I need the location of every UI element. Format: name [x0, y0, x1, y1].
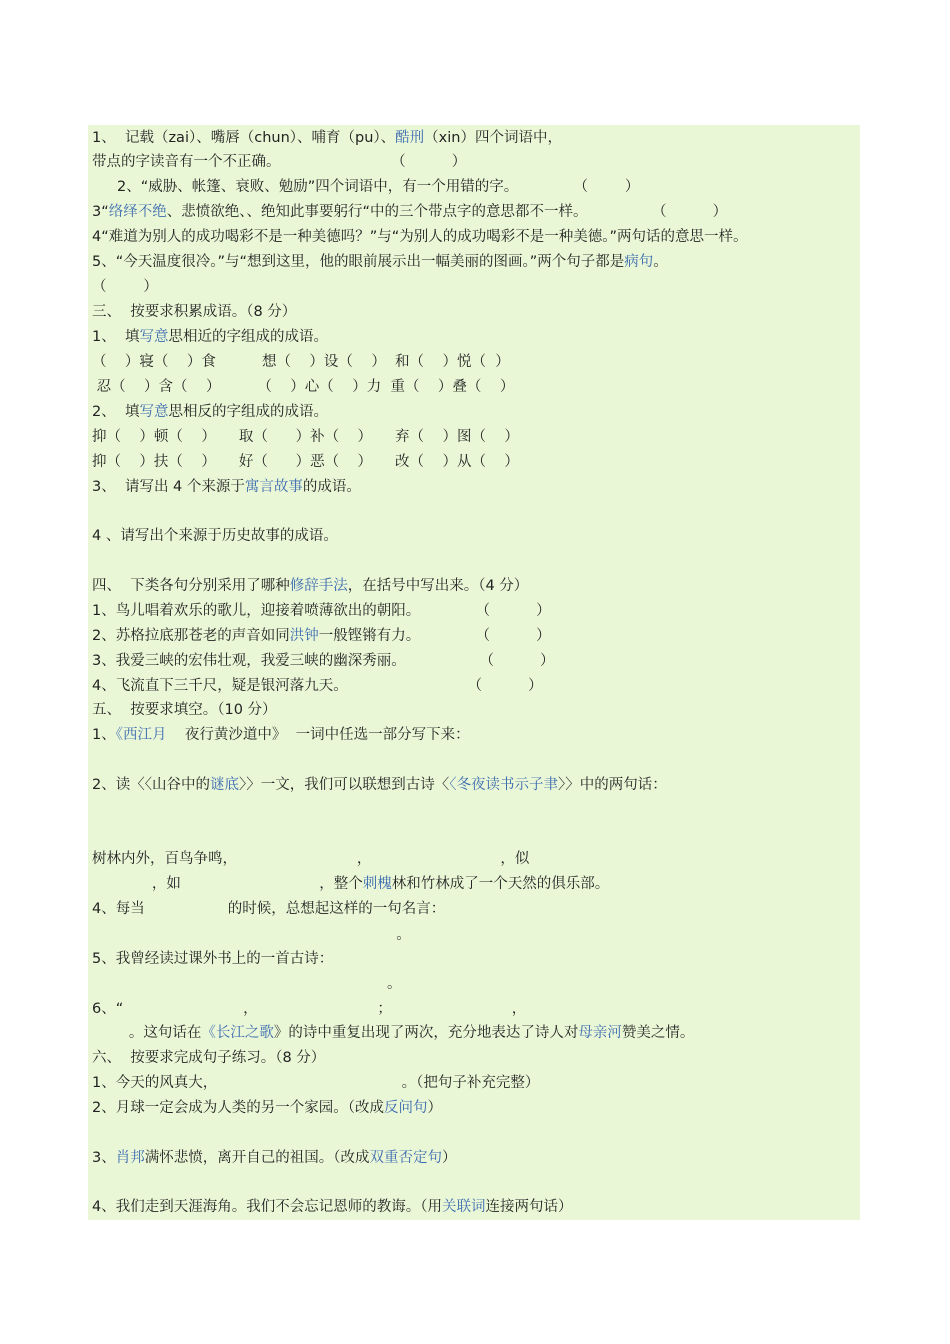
line-text: 2、月球一定会成为人类的另一个家园。（改成 — [92, 1100, 384, 1116]
line-text: 3、我爱三峡的宏伟壮观，我爱三峡的幽深秀丽。 （ ） — [92, 653, 555, 669]
text-line — [92, 526, 338, 546]
line-text: 1、今天的风真大， 。（把句子补充完整） — [92, 1075, 540, 1091]
text-line — [92, 377, 514, 397]
line-text: 1、鸟儿唱着欢乐的歌儿，迎接着喷薄欲出的朝阳。 （ ） — [92, 603, 551, 619]
line-text: 6、“ ， ； ， — [92, 1001, 527, 1017]
line-text: 三、 按要求积累成语。（8 分） — [92, 304, 297, 320]
text-line — [92, 227, 748, 247]
text-line — [92, 477, 361, 497]
line-text: 4、每当 的时候，总想起这样的一句名言： — [92, 901, 446, 917]
line-text: 夜行黄沙道中》 一词中任选一部分写下来： — [166, 727, 470, 743]
text-line — [117, 177, 639, 197]
text-line — [92, 202, 727, 222]
line-text: 3“ — [92, 204, 109, 220]
text-line — [92, 775, 667, 795]
keyword-link[interactable]: 洪钟 — [289, 628, 319, 644]
line-text: 4、飞流直下三千尺，疑是银河落九天。 （ ） — [92, 678, 543, 694]
keyword-link[interactable]: 刺槐 — [362, 876, 392, 892]
keyword-link[interactable]: 母亲河 — [578, 1025, 622, 1041]
keyword-link[interactable]: 肖邦 — [115, 1150, 145, 1166]
line-text: 4 、请写出个来源于历史故事的成语。 — [92, 528, 338, 544]
line-text: 2、读〈〈山谷中的 — [92, 777, 210, 793]
text-line — [92, 626, 551, 646]
line-text: 3、 请写出 4 个来源于 — [92, 479, 245, 495]
text-line — [92, 700, 277, 720]
line-text: （xin）四个词语中， — [424, 130, 562, 146]
line-text: 抑（ ）顿（ ） 取（ ）补（ ） 弃（ ）图（ ） — [92, 429, 519, 445]
line-text: ） — [441, 1150, 457, 1166]
line-text: 4“难道为别人的成功喝彩不是一种美德吗？”与“为别人的成功喝彩不是一种美德。”两句话的意思一样。 — [92, 229, 748, 245]
text-line — [92, 1148, 456, 1168]
text-line — [92, 651, 555, 671]
text-line — [92, 1048, 325, 1068]
text-line — [92, 974, 401, 994]
line-text: 林和竹林成了一个天然的俱乐部。 — [391, 876, 610, 892]
line-text: 1、 — [92, 727, 116, 743]
keyword-link[interactable]: 写意 — [139, 329, 169, 345]
line-text: 的成语。 — [302, 479, 361, 495]
text-line — [92, 849, 529, 869]
keyword-link[interactable]: 双重否定句 — [369, 1150, 442, 1166]
keyword-link[interactable]: 〈冬夜读书示子聿 — [449, 777, 558, 793]
keyword-link[interactable]: 反问句 — [383, 1100, 428, 1116]
keyword-link[interactable]: 关联词 — [441, 1199, 486, 1215]
text-line — [92, 252, 668, 272]
line-text: 5、我曾经读过课外书上的一首古诗： — [92, 951, 334, 967]
keyword-link[interactable]: 写意 — [139, 404, 169, 420]
line-text: 思相近的字组成的成语。 — [168, 329, 328, 345]
line-text: ，如 ，整个 — [92, 876, 363, 892]
line-text: 赞美之情。 — [621, 1025, 695, 1041]
line-text: ） — [427, 1100, 442, 1116]
text-line — [92, 152, 466, 172]
text-line — [92, 1197, 572, 1217]
text-line — [92, 999, 526, 1019]
keyword-link[interactable]: 病句 — [624, 254, 654, 270]
keyword-link[interactable]: 修辞手法 — [289, 578, 348, 594]
text-line — [92, 128, 562, 148]
line-text: 2、苏格拉底那苍老的声音如同 — [92, 628, 290, 644]
text-line — [92, 576, 528, 596]
text-line — [92, 277, 158, 297]
text-line — [92, 1023, 694, 1043]
line-text: 5、“今天温度很冷。”与“想到这里，他的眼前展示出一幅美丽的图画。”两个句子都是 — [92, 254, 625, 270]
text-line — [92, 899, 445, 919]
keyword-link[interactable]: 酷刑 — [395, 130, 425, 146]
line-text: 。 — [92, 927, 411, 943]
line-text: 〉〉一文，我们可以联想到古诗〈 — [238, 777, 450, 793]
line-text: 带点的字读音有一个不正确。 （ ） — [92, 154, 467, 170]
line-text: 2、 填 — [92, 404, 140, 420]
line-text: 〉〉中的两句话： — [557, 777, 667, 793]
keyword-link[interactable]: 谜底 — [209, 777, 239, 793]
text-line — [92, 327, 328, 347]
line-text: 一般铿锵有力。 （ ） — [318, 628, 551, 644]
line-text: 1、 填 — [92, 329, 140, 345]
keyword-link[interactable]: 络绎不绝 — [108, 204, 167, 220]
line-text: ，在括号中写出来。（4 分） — [347, 578, 529, 594]
line-text: 六、 按要求完成句子练习。（8 分） — [92, 1050, 326, 1066]
text-line — [92, 1098, 442, 1118]
text-line — [92, 676, 543, 696]
keyword-link[interactable]: 《西江月 — [115, 727, 167, 743]
line-text: 连接两句话） — [485, 1199, 573, 1215]
text-line — [92, 1073, 539, 1093]
text-line — [92, 601, 551, 621]
line-text: 、悲愤欲绝、、绝知此事要躬行“中的三个带点字的意思都不一样。 （ ） — [166, 204, 728, 220]
text-line — [92, 925, 411, 945]
line-text: 树林内外，百鸟争鸣， ， ，似 — [92, 851, 530, 867]
text-line — [92, 949, 333, 969]
line-text: 。 — [92, 976, 402, 992]
line-text: （ ）寝（ ）食 想（ ）设（ ） 和（ ）悦（ ） — [92, 354, 510, 370]
line-text: 3、 — [92, 1150, 116, 1166]
keyword-link[interactable]: 《长江之歌 — [201, 1025, 274, 1041]
text-line — [92, 452, 519, 472]
text-line — [92, 352, 510, 372]
line-text: （ ） — [92, 279, 158, 295]
keyword-link[interactable]: 寓言故事 — [244, 479, 303, 495]
line-text: 4、我们走到天涯海角。我们不会忘记恩师的教诲。（用 — [92, 1199, 442, 1215]
line-text: 。 — [653, 254, 668, 270]
line-text: 满怀悲愤，离开自己的祖国。（改成 — [144, 1150, 370, 1166]
text-line — [92, 427, 519, 447]
line-text: 忍（ ）含（ ） （ ）心（ ）力 重（ ）叠（ ） — [92, 379, 515, 395]
line-text: 》的诗中重复出现了两次，充分地表达了诗人对 — [273, 1025, 579, 1041]
line-text: 五、 按要求填空。（10 分） — [92, 702, 277, 718]
line-text: 思相反的字组成的成语。 — [168, 404, 328, 420]
line-text: 。这句话在 — [92, 1025, 202, 1041]
line-text: 抑（ ）扶（ ） 好（ ）恶（ ） 改（ ）从（ ） — [92, 454, 519, 470]
line-text: 1、 记载（zai）、嘴唇（chun）、哺育（pu）、 — [92, 130, 396, 146]
text-line — [92, 725, 470, 745]
line-text: 2、“威胁、帐篷、衰败、勉励”四个词语中，有一个用错的字。 （ ） — [117, 179, 640, 195]
line-text: 四、 下类各句分别采用了哪种 — [92, 578, 290, 594]
text-line — [92, 402, 328, 422]
text-line — [92, 302, 296, 322]
text-line — [92, 874, 609, 894]
